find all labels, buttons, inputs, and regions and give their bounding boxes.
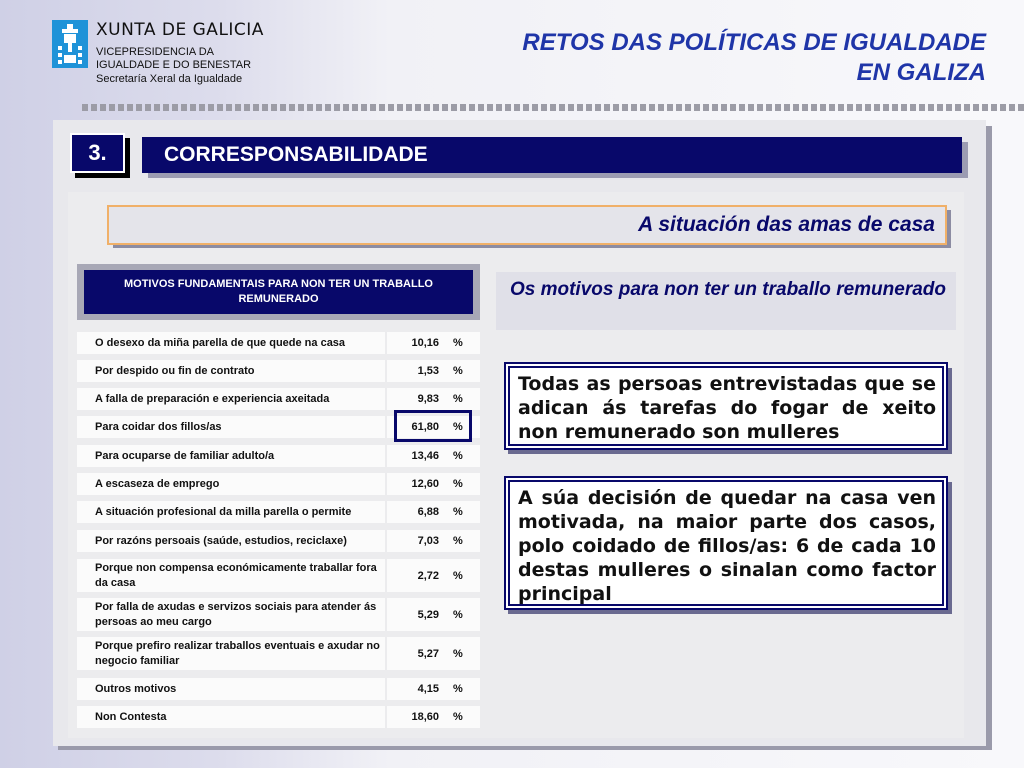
row-unit: % — [453, 683, 463, 695]
row-label: O desexo da miña parella de que quede na casa — [95, 336, 346, 349]
page-title-line: RETOS DAS POLÍTICAS DE IGUALDADE — [522, 29, 986, 56]
row-unit: % — [453, 569, 463, 582]
row-unit: % — [453, 393, 463, 405]
row-label: Para ocuparse de familiar adulto/a — [95, 449, 275, 462]
column-divider — [385, 388, 387, 410]
row-unit: % — [453, 506, 463, 518]
row-value: 2,72 — [417, 569, 439, 582]
column-divider — [385, 501, 387, 523]
row-unit: % — [453, 450, 463, 462]
row-unit: % — [453, 478, 463, 490]
table-row — [77, 598, 480, 631]
section-number: 3. — [70, 133, 125, 173]
row-value: 9,83 — [417, 393, 439, 405]
row-label: Por falla de axudas e servizos sociais para atender ás persoas ao meu cargo — [95, 600, 377, 628]
table-row — [77, 530, 480, 552]
row-unit: % — [453, 711, 463, 723]
row-label: Por despido ou fin de contrato — [95, 364, 255, 377]
page-title — [522, 28, 986, 88]
table-row — [77, 388, 480, 410]
row-label: Non Contesta — [95, 710, 167, 723]
row-label: Porque prefiro realizar traballos eventuais e axudar no negocio familiar — [95, 639, 380, 667]
table-row — [77, 678, 480, 700]
row-unit: % — [453, 365, 463, 377]
section-title: CORRESPONSABILIDADE — [142, 137, 962, 173]
row-label: A situación profesional da milla parella o permite — [95, 505, 352, 518]
org-department: IGUALDADE E DO BENESTAR — [96, 59, 252, 71]
column-divider — [385, 416, 387, 438]
note-box-2: A súa decisión de quedar na casa ven motivada, na maior parte dos casos, polo coidado de fillos/as: 6 de cada 10 destas mulleres o sinalan como factor principal — [504, 476, 948, 610]
row-value: 12,60 — [411, 478, 439, 490]
org-department: VICEPRESIDENCIA DA — [96, 46, 214, 58]
highlight-box — [394, 410, 472, 442]
table-row — [77, 706, 480, 728]
table-row — [77, 473, 480, 495]
row-unit: % — [453, 647, 463, 660]
right-heading: Os motivos para non ter un traballo remunerado — [496, 272, 956, 330]
row-value: 13,46 — [411, 450, 439, 462]
row-value: 4,15 — [417, 683, 439, 695]
row-value: 18,60 — [411, 711, 439, 723]
column-divider — [385, 637, 387, 670]
row-unit: % — [453, 608, 463, 621]
table-row — [77, 360, 480, 382]
column-divider — [385, 559, 387, 592]
table-row — [77, 637, 480, 670]
row-label: A escaseza de emprego — [95, 477, 220, 490]
row-value: 5,27 — [417, 647, 439, 660]
column-divider — [385, 332, 387, 354]
section-subtitle: A situación das amas de casa — [107, 205, 947, 245]
row-unit: % — [453, 421, 463, 433]
column-divider — [385, 360, 387, 382]
table-row — [77, 501, 480, 523]
org-secretariat: Secretaría Xeral da Igualdade — [96, 73, 243, 85]
column-divider — [385, 473, 387, 495]
row-value: 6,88 — [417, 506, 439, 518]
column-divider — [385, 445, 387, 467]
row-unit: % — [453, 337, 463, 349]
table-row — [77, 445, 480, 467]
row-label: Outros motivos — [95, 682, 177, 695]
row-label: A falla de preparación e experiencia axeitada — [95, 392, 330, 405]
column-divider — [385, 598, 387, 631]
row-label: Para coidar dos fillos/as — [95, 420, 222, 433]
row-unit: % — [453, 535, 463, 547]
column-divider — [385, 678, 387, 700]
row-label: Por razóns persoais (saúde, estudios, reciclaxe) — [95, 534, 347, 547]
column-divider — [385, 706, 387, 728]
page-title-line: EN GALIZA — [856, 59, 986, 86]
row-value: 1,53 — [417, 365, 439, 377]
column-divider — [385, 530, 387, 552]
row-value: 61,80 — [411, 421, 439, 433]
row-value: 10,16 — [411, 337, 439, 349]
row-value: 5,29 — [417, 608, 439, 621]
table-row — [77, 332, 480, 354]
org-name: XUNTA DE GALICIA — [96, 20, 264, 40]
table-header: MOTIVOS FUNDAMENTAIS PARA NON TER UN TRABALLO REMUNERADO — [84, 270, 473, 314]
row-label: Porque non compensa económicamente traballar fora da casa — [95, 561, 377, 589]
dotted-divider — [82, 104, 1024, 111]
table-row — [77, 559, 480, 592]
galicia-coat-of-arms-icon — [52, 20, 88, 68]
note-box-1: Todas as persoas entrevistadas que se adican ás tarefas do fogar de xeito non remunerado son mulleres — [504, 362, 948, 450]
row-value: 7,03 — [417, 535, 439, 547]
